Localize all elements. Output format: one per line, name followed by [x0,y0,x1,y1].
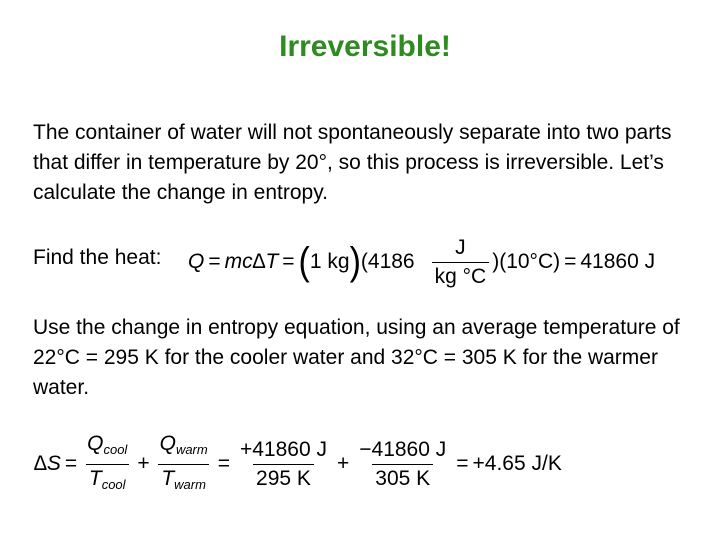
warm-term-numerator: −41860 J [359,437,447,461]
q-warm-over-t-warm [157,432,211,497]
entropy-result: +4.65 J/K [472,452,562,475]
mc-delta-t: mc∆T [224,250,279,273]
slide-title: Irreversible! [279,30,451,63]
cool-term-denominator: 295 K [253,464,314,491]
heat-result: 41860 J [580,250,656,273]
warm-term-denominator: 305 K [372,464,433,491]
equals-sign: = [282,250,295,273]
plus-sign: + [336,452,350,475]
mass-value: 1 kg [309,250,350,273]
equals-sign: = [564,250,577,273]
q-cool: $Q_{cool}$ [87,431,128,457]
delta-s-symbol: ∆S [34,452,61,475]
t-cool: $T_{cool}$ [86,464,129,497]
intro-paragraph: The container of water will not spontaneously separate into two parts that differ in temperature by 20°, so this process is irreversible. Let’s calculate the change in entropy. [33,121,672,204]
cool-term [237,438,330,491]
q-cool-over-t-cool [84,432,130,497]
specific-heat-value: (4186 [360,250,415,273]
specific-heat-unit [432,236,490,289]
equals-sign: = [64,452,78,475]
equals-sign: = [217,452,230,475]
warm-term [356,438,449,491]
unit-numerator: J [455,235,466,259]
temperature-change: )(10°C) [492,250,561,273]
left-paren: ( [298,240,310,284]
equals-sign: = [208,250,221,273]
unit-denominator: kg °C [432,262,490,289]
q-warm: $Q_{warm}$ [159,431,208,457]
heat-equation [188,232,713,292]
equals-sign: = [456,452,469,475]
explanation-paragraph: Use the change in entropy equation, using an average temperature of 22°C = 295 K for the cooler water and 32°C = 305 K for the warmer water. [33,316,680,399]
find-heat-label: Find the heat: [33,246,162,269]
t-warm: $T_{warm}$ [158,464,209,497]
cool-term-numerator: +41860 J [239,437,327,461]
plus-sign: + [137,452,150,475]
entropy-equation [34,433,644,495]
right-paren: ) [349,240,361,284]
heat-symbol: Q [188,250,205,273]
